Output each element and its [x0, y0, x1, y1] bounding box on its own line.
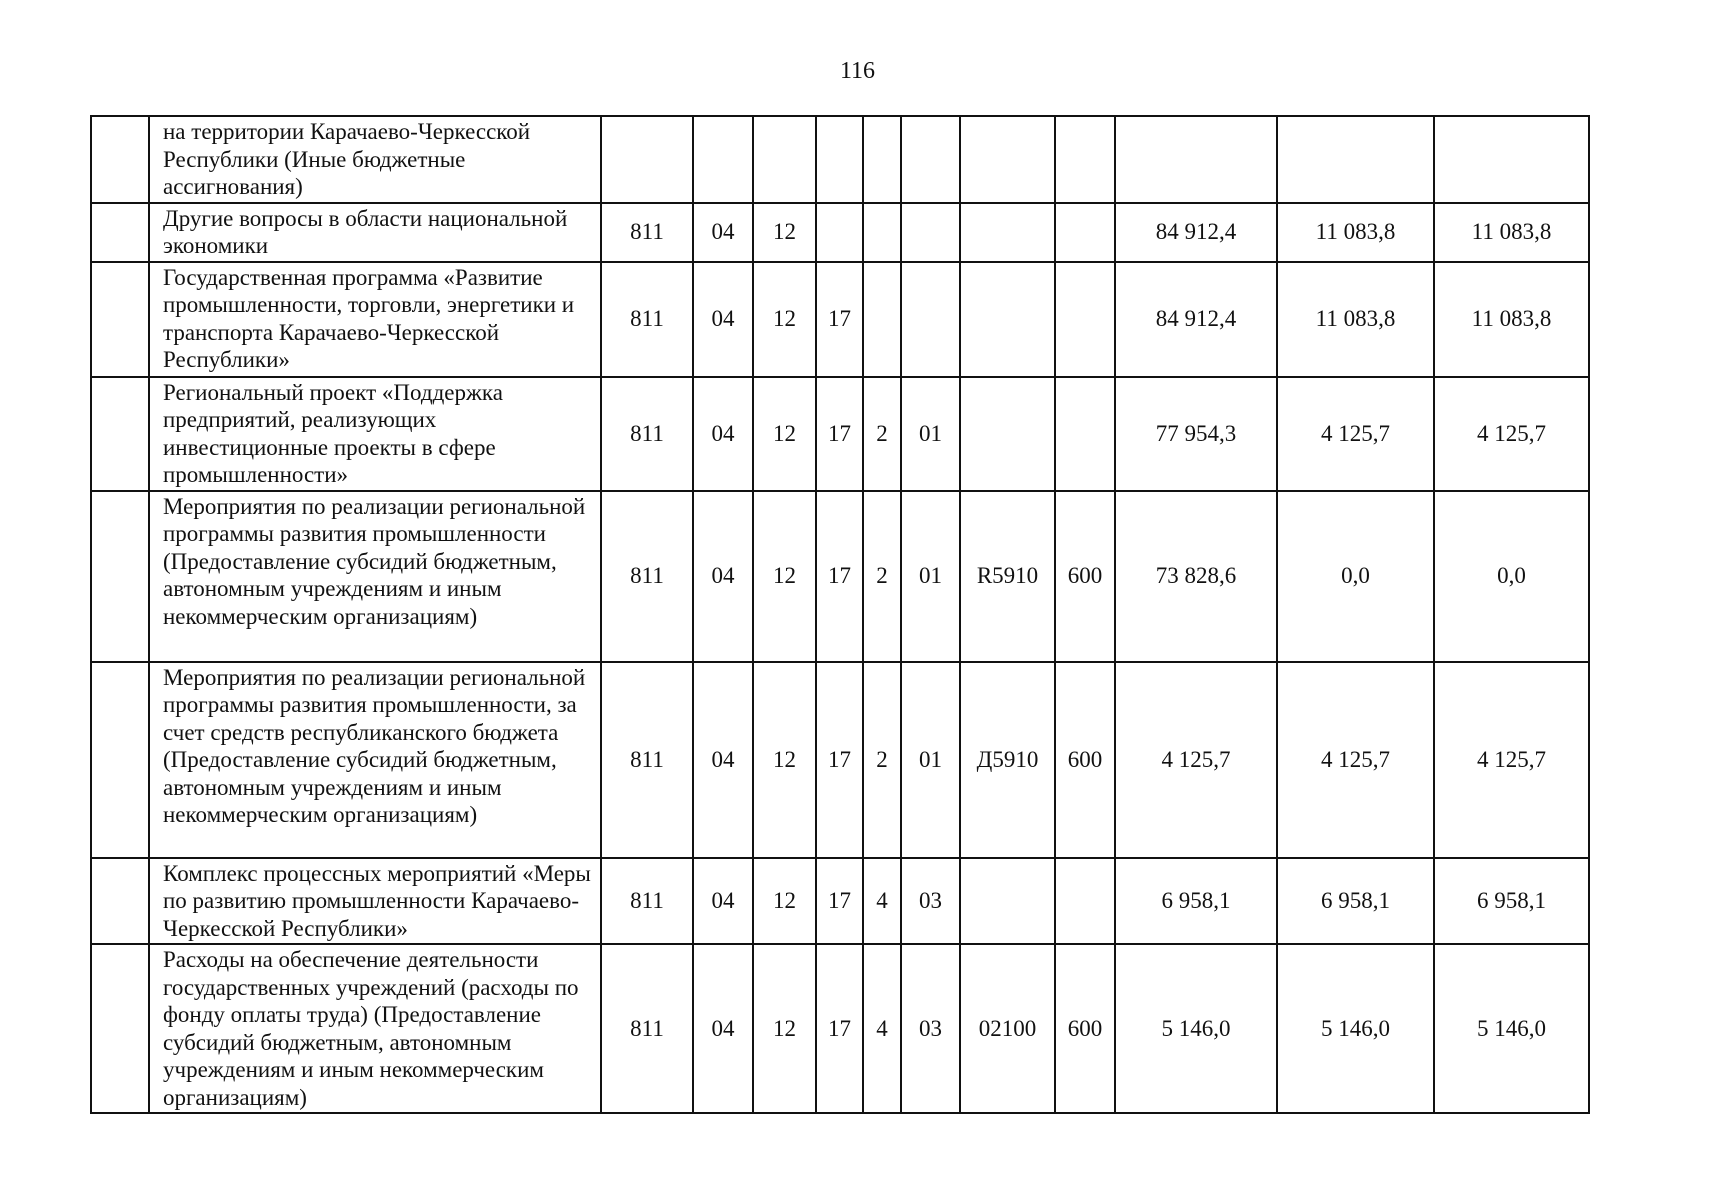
expense-type-cell: [1055, 377, 1115, 491]
direction-code-cell: [960, 858, 1055, 945]
amount-year-1-cell: [1115, 116, 1277, 203]
subprogram-code-cell: [863, 116, 901, 203]
direction-code-cell: [960, 377, 1055, 491]
program-code-cell: 17: [816, 662, 863, 858]
amount-year-1-cell: 77 954,3: [1115, 377, 1277, 491]
direction-code-cell: Д5910: [960, 662, 1055, 858]
amount-year-2-cell: 5 146,0: [1277, 944, 1434, 1113]
event-code-cell: 03: [901, 858, 960, 945]
row-number-cell: [91, 203, 149, 262]
row-number-cell: [91, 491, 149, 662]
subsection-code-cell: 12: [753, 262, 816, 377]
row-number-cell: [91, 858, 149, 945]
expense-type-cell: [1055, 116, 1115, 203]
direction-code-cell: [960, 203, 1055, 262]
page-number: 116: [839, 58, 876, 84]
expense-type-cell: [1055, 858, 1115, 945]
section-code-cell: 04: [693, 662, 753, 858]
event-code-cell: 01: [901, 377, 960, 491]
amount-year-2-cell: 11 083,8: [1277, 203, 1434, 262]
table-row: [91, 203, 1589, 262]
amount-year-2-cell: 11 083,8: [1277, 262, 1434, 377]
table-row: [91, 377, 1589, 491]
section-code-cell: 04: [693, 377, 753, 491]
expense-type-cell: 600: [1055, 491, 1115, 662]
item-name-cell: Мероприятия по реализации региональной программы развития промышленности (Предоставление субсидий бюджетным, автономным учреждениям и иным некоммерческим организациям): [149, 491, 601, 662]
amount-year-2-cell: 0,0: [1277, 491, 1434, 662]
program-code-cell: 17: [816, 262, 863, 377]
table-row: [91, 662, 1589, 858]
subprogram-code-cell: 2: [863, 377, 901, 491]
subprogram-code-cell: [863, 262, 901, 377]
section-code-cell: 04: [693, 944, 753, 1113]
program-code-cell: [816, 116, 863, 203]
expense-type-cell: [1055, 262, 1115, 377]
amount-year-1-cell: 5 146,0: [1115, 944, 1277, 1113]
row-number-cell: [91, 377, 149, 491]
subsection-code-cell: 12: [753, 377, 816, 491]
direction-code-cell: [960, 262, 1055, 377]
table-row: [91, 944, 1589, 1113]
row-number-cell: [91, 944, 149, 1113]
direction-code-cell: R5910: [960, 491, 1055, 662]
program-code-cell: 17: [816, 491, 863, 662]
amount-year-3-cell: 6 958,1: [1434, 858, 1589, 945]
amount-year-1-cell: 73 828,6: [1115, 491, 1277, 662]
amount-year-2-cell: 4 125,7: [1277, 662, 1434, 858]
amount-year-3-cell: 11 083,8: [1434, 203, 1589, 262]
table-row: [91, 262, 1589, 377]
subsection-code-cell: [753, 116, 816, 203]
subprogram-code-cell: 2: [863, 491, 901, 662]
amount-year-3-cell: 11 083,8: [1434, 262, 1589, 377]
event-code-cell: 01: [901, 662, 960, 858]
direction-code-cell: [960, 116, 1055, 203]
ministry-code-cell: 811: [601, 858, 693, 945]
item-name-cell: Расходы на обеспечение деятельности государственных учреждений (расходы по фонду оплаты труда) (Предоставление субсидий бюджетным, автономным учреждениям и иным некоммерческим организациям): [149, 944, 601, 1113]
ministry-code-cell: 811: [601, 262, 693, 377]
amount-year-1-cell: 4 125,7: [1115, 662, 1277, 858]
ministry-code-cell: 811: [601, 377, 693, 491]
item-name-cell: Региональный проект «Поддержка предприятий, реализующих инвестиционные проекты в сфере промышленности»: [149, 377, 601, 491]
amount-year-1-cell: 84 912,4: [1115, 203, 1277, 262]
subsection-code-cell: 12: [753, 944, 816, 1113]
row-number-cell: [91, 662, 149, 858]
direction-code-cell: 02100: [960, 944, 1055, 1113]
event-code-cell: [901, 262, 960, 377]
event-code-cell: [901, 203, 960, 262]
item-name-cell: Комплекс процессных мероприятий «Меры по развитию промышленности Карачаево-Черкесской Республики»: [149, 858, 601, 945]
section-code-cell: 04: [693, 203, 753, 262]
amount-year-2-cell: [1277, 116, 1434, 203]
amount-year-3-cell: [1434, 116, 1589, 203]
ministry-code-cell: [601, 116, 693, 203]
program-code-cell: 17: [816, 377, 863, 491]
subprogram-code-cell: [863, 203, 901, 262]
amount-year-3-cell: 4 125,7: [1434, 377, 1589, 491]
row-number-cell: [91, 116, 149, 203]
item-name-cell: Другие вопросы в области национальной экономики: [149, 203, 601, 262]
ministry-code-cell: 811: [601, 944, 693, 1113]
amount-year-1-cell: 84 912,4: [1115, 262, 1277, 377]
amount-year-3-cell: 0,0: [1434, 491, 1589, 662]
subsection-code-cell: 12: [753, 203, 816, 262]
expense-type-cell: 600: [1055, 662, 1115, 858]
item-name-cell: Государственная программа «Развитие промышленности, торговли, энергетики и транспорта Карачаево-Черкесской Республики»: [149, 262, 601, 377]
budget-table: [90, 115, 1590, 1114]
subprogram-code-cell: 2: [863, 662, 901, 858]
section-code-cell: 04: [693, 262, 753, 377]
program-code-cell: 17: [816, 858, 863, 945]
subsection-code-cell: 12: [753, 662, 816, 858]
table-row: [91, 116, 1589, 203]
table-row: [91, 491, 1589, 662]
row-number-cell: [91, 262, 149, 377]
event-code-cell: 01: [901, 491, 960, 662]
expense-type-cell: 600: [1055, 944, 1115, 1113]
event-code-cell: 03: [901, 944, 960, 1113]
subprogram-code-cell: 4: [863, 944, 901, 1113]
subsection-code-cell: 12: [753, 491, 816, 662]
subsection-code-cell: 12: [753, 858, 816, 945]
event-code-cell: [901, 116, 960, 203]
ministry-code-cell: 811: [601, 491, 693, 662]
ministry-code-cell: 811: [601, 203, 693, 262]
amount-year-3-cell: 5 146,0: [1434, 944, 1589, 1113]
amount-year-2-cell: 4 125,7: [1277, 377, 1434, 491]
amount-year-1-cell: 6 958,1: [1115, 858, 1277, 945]
item-name-cell: Мероприятия по реализации региональной программы развития промышленности, за счет средств республиканского бюджета (Предоставление субсидий бюджетным, автономным учреждениям и иным некоммерческим организациям): [149, 662, 601, 858]
amount-year-2-cell: 6 958,1: [1277, 858, 1434, 945]
program-code-cell: 17: [816, 944, 863, 1113]
section-code-cell: 04: [693, 858, 753, 945]
table-body: [91, 116, 1589, 1113]
program-code-cell: [816, 203, 863, 262]
ministry-code-cell: 811: [601, 662, 693, 858]
section-code-cell: [693, 116, 753, 203]
subprogram-code-cell: 4: [863, 858, 901, 945]
table-row: [91, 858, 1589, 945]
amount-year-3-cell: 4 125,7: [1434, 662, 1589, 858]
item-name-cell: на территории Карачаево-Черкесской Республики (Иные бюджетные ассигнования): [149, 116, 601, 203]
expense-type-cell: [1055, 203, 1115, 262]
section-code-cell: 04: [693, 491, 753, 662]
